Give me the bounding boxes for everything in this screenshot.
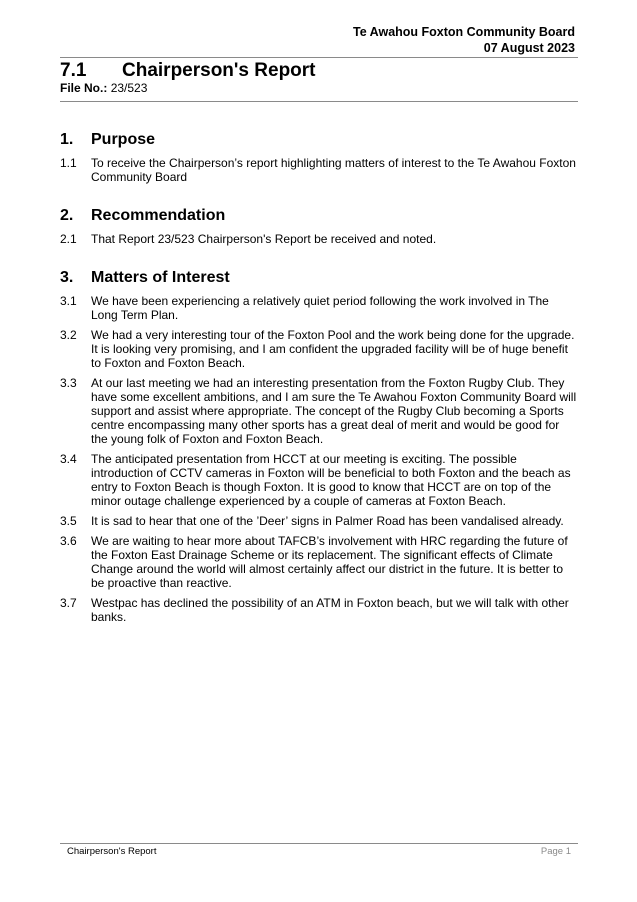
paragraph: 1.1 To receive the Chairperson’s report highlighting matters of interest to the Te Awahou Foxton Community Board xyxy=(60,156,576,184)
paragraph: 3.4 The anticipated presentation from HCCT at our meeting is exciting. The possible introduction of CCTV cameras in Foxton will be beneficial to both Foxton and the beach as entry to Foxton Beach is though Foxton. It is good to know that HCCT are on top of the minor outage challenge experienced by a couple of cameras at Foxton Beach. xyxy=(60,452,571,508)
paragraph: 2.1 That Report 23/523 Chairperson's Report be received and noted. xyxy=(60,232,437,246)
title-divider xyxy=(60,101,578,102)
paragraph: 3.1 We have been experiencing a relatively quiet period following the work involved in The Long Term Plan. xyxy=(60,294,549,322)
paragraph: 3.6 We are waiting to hear more about TAFCB’s involvement with HRC regarding the future of the Foxton East Drainage Scheme or its replacement. The significant effects of Climate Change around the world will almost certainly affect our district in the future. It is better to be proactive than reactive. xyxy=(60,534,568,590)
paragraph: 3.2 We had a very interesting tour of the Foxton Pool and the work being done for the upgrade. It is looking very promising, and I am confident the upgraded facility will be of huge benefit to Foxton and Foxton Beach. xyxy=(60,328,575,370)
paragraph: 3.3 At our last meeting we had an interesting presentation from the Foxton Rugby Club. They have some excellent ambitions, and I am sure the Te Awahou Foxton Community Board will support and assist where appropriate. The concept of the Rugby Club becoming a Sports centre encompassing many other sports has a great deal of merit and would be good for the young folk of Foxton and Foxton Beach. xyxy=(60,376,577,446)
paragraph: 3.7 Westpac has declined the possibility of an ATM in Foxton beach, but we will talk with other banks. xyxy=(60,596,569,624)
section-heading: 1. Purpose xyxy=(60,131,156,148)
meeting-date: 07 August 2023 xyxy=(483,41,575,55)
report-title-text: Chairperson's Report xyxy=(122,60,316,81)
report-title xyxy=(60,60,316,82)
footer-report-name: Chairperson's Report xyxy=(67,846,157,857)
file-number xyxy=(60,81,147,95)
board-name: Te Awahou Foxton Community Board xyxy=(353,25,575,39)
paragraph: 3.5 It is sad to hear that one of the ’Deer’ signs in Palmer Road has been vandalised already. xyxy=(60,514,564,528)
file-number-label: File No.: xyxy=(60,81,108,95)
section-heading: 2. Recommendation xyxy=(60,207,226,224)
file-number-value: 23/523 xyxy=(110,81,148,95)
report-body xyxy=(60,130,578,630)
page-header xyxy=(353,24,575,56)
header-divider xyxy=(60,57,578,58)
page-number: Page 1 xyxy=(540,846,571,857)
section-heading: 3. Matters of Interest xyxy=(60,269,230,286)
report-number: 7.1 xyxy=(60,60,87,81)
footer-divider xyxy=(60,843,578,844)
